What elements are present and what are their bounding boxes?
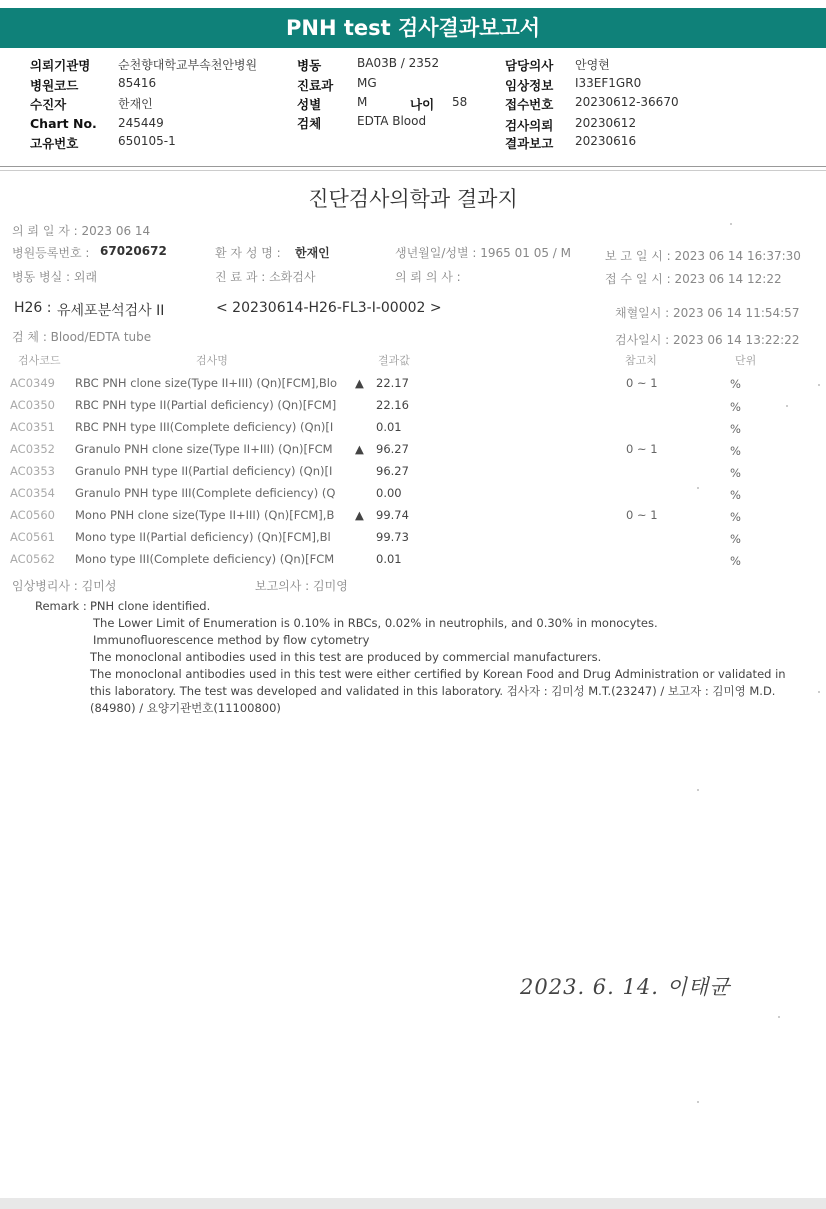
row-test-name: Mono type III(Complete deficiency) (Qn)[FCM — [75, 552, 335, 566]
row-result: 0.00 — [376, 486, 402, 500]
row-code: AC0352 — [10, 442, 55, 456]
remark-label: Remark : — [35, 599, 87, 613]
label-department: 진료과 — [297, 78, 334, 93]
remark-line: Immunofluorescence method by flow cytometry — [93, 633, 370, 647]
row-unit: % — [730, 532, 741, 546]
row-unit: % — [730, 444, 741, 458]
lab-id: < 20230614-H26-FL3-I-00002 > — [216, 300, 442, 316]
test-time: 검사일시 : 2023 06 14 13:22:22 — [615, 333, 800, 347]
row-result: 96.27 — [376, 464, 409, 478]
label-receipt-no: 접수번호 — [505, 97, 554, 112]
row-test-name: Granulo PNH type II(Partial deficiency) (Qn)[I — [75, 464, 333, 478]
label-chart-no: Chart No. — [30, 116, 97, 131]
specimen: 검 체 : Blood/EDTA tube — [12, 330, 152, 344]
value-physician: 안영현 — [575, 58, 610, 72]
scan-speck — [818, 384, 820, 386]
high-flag-icon: ▲ — [355, 376, 364, 390]
reporting-physician: 보고의사 : 김미영 — [255, 579, 348, 593]
collect-time: 채혈일시 : 2023 06 14 11:54:57 — [615, 306, 800, 320]
report-banner-title: PNH test 검사결과보고서 — [0, 8, 826, 48]
row-ref: 0 ~ 1 — [626, 442, 658, 456]
row-code: AC0350 — [10, 398, 55, 412]
row-test-name: RBC PNH type II(Partial deficiency) (Qn)[FCM] — [75, 398, 337, 412]
header-info — [0, 48, 826, 167]
label-ward: 병동 — [297, 58, 322, 73]
col-header-unit: 단위 — [735, 354, 757, 367]
row-code: AC0351 — [10, 420, 55, 434]
scanned-report — [0, 170, 826, 1201]
row-unit: % — [730, 554, 741, 568]
scan-speck — [697, 1101, 699, 1103]
remark-line: PNH clone identified. — [90, 599, 211, 613]
remark-line: The monoclonal antibodies used in this test were either certified by Korean Food and Drug Administration or validated in — [90, 667, 786, 681]
print-date: 의 뢰 일 자 : 2023 06 14 — [12, 224, 151, 238]
row-result: 22.16 — [376, 398, 409, 412]
dept: 진 료 과 : 소화검사 — [215, 270, 316, 284]
value-patient: 한재인 — [118, 97, 153, 111]
scan-speck — [786, 405, 788, 407]
birth-sex: 생년월일/성별 : 1965 01 05 / M — [395, 246, 571, 260]
row-code: AC0353 — [10, 464, 55, 478]
report-time: 보 고 일 시 : 2023 06 14 16:37:30 — [605, 249, 801, 263]
row-ref: 0 ~ 1 — [626, 508, 658, 522]
label-sex: 성별 — [297, 97, 322, 112]
row-result: 0.01 — [376, 420, 402, 434]
scan-speck — [778, 1016, 780, 1018]
row-result: 22.17 — [376, 376, 409, 390]
high-flag-icon: ▲ — [355, 508, 364, 522]
ward-room: 병동 병실 : 외래 — [12, 270, 98, 284]
col-header-name: 검사명 — [196, 354, 228, 367]
handwritten-signature: 2023. 6. 14. 이태균 — [520, 975, 731, 999]
receipt-time: 접 수 일 시 : 2023 06 14 12:22 — [605, 272, 782, 286]
value-specimen: EDTA Blood — [357, 114, 427, 128]
label-clinical-info: 임상정보 — [505, 78, 554, 93]
value-institution: 순천향대학교부속천안병원 — [118, 58, 258, 72]
row-code: AC0561 — [10, 530, 55, 544]
section-name: 유세포분석검사 II — [57, 303, 165, 319]
row-test-name: Granulo PNH type III(Complete deficiency) (Q — [75, 486, 336, 500]
row-test-name: RBC PNH clone size(Type II+III) (Qn)[FCM],Blo — [75, 376, 337, 390]
row-unit: % — [730, 510, 741, 524]
label-unique-no: 고유번호 — [30, 136, 79, 151]
row-unit: % — [730, 488, 741, 502]
label-specimen: 검체 — [297, 116, 322, 131]
row-unit: % — [730, 422, 741, 436]
row-test-name: Mono PNH clone size(Type II+III) (Qn)[FCM],B — [75, 508, 335, 522]
row-code: AC0560 — [10, 508, 55, 522]
value-unique-no: 650105-1 — [118, 134, 176, 148]
remark-line: The Lower Limit of Enumeration is 0.10% in RBCs, 0.02% in neutrophils, and 0.30% in monocytes. — [93, 616, 658, 630]
scan-speck — [697, 487, 699, 489]
row-code: AC0562 — [10, 552, 55, 566]
value-request-date: 20230612 — [575, 116, 637, 130]
row-result: 99.74 — [376, 508, 409, 522]
label-request-date: 검사의뢰 — [505, 118, 554, 133]
report-title: 진단검사의학과 결과지 — [308, 187, 518, 211]
label-institution: 의뢰기관명 — [30, 58, 91, 73]
col-header-result: 결과값 — [378, 354, 410, 367]
remark-text — [90, 598, 810, 717]
row-result: 96.27 — [376, 442, 409, 456]
value-hospital-code: 85416 — [118, 76, 157, 90]
label-age: 나이 — [410, 97, 435, 112]
requester: 의 뢰 의 사 : — [395, 270, 461, 284]
remark-line: this laboratory. The test was developed and validated in this laboratory. 검사자 : 김미성 M.T.(23247) / 보고자 : 김미영 M.D. — [90, 684, 776, 698]
high-flag-icon: ▲ — [355, 442, 364, 456]
row-unit: % — [730, 400, 741, 414]
row-test-name: RBC PNH type III(Complete deficiency) (Qn)[I — [75, 420, 334, 434]
label-report-date: 결과보고 — [505, 136, 554, 151]
value-department: MG — [357, 76, 377, 90]
patient-name: 한재인 — [295, 246, 330, 260]
scan-speck — [697, 789, 699, 791]
lab-technician: 임상병리사 : 김미성 — [12, 579, 117, 593]
scan-speck — [730, 223, 732, 225]
row-code: AC0349 — [10, 376, 55, 390]
label-patient: 수진자 — [30, 97, 67, 112]
value-sex: M — [357, 95, 368, 109]
row-ref: 0 ~ 1 — [626, 376, 658, 390]
label-hospital-code: 병원코드 — [30, 78, 79, 93]
value-clinical-info: I33EF1GR0 — [575, 76, 642, 90]
row-code: AC0354 — [10, 486, 55, 500]
row-test-name: Mono type II(Partial deficiency) (Qn)[FCM],Bl — [75, 530, 331, 544]
col-header-ref: 참고치 — [625, 354, 657, 367]
section-code: H26 : — [14, 300, 52, 316]
remark-line: (84980) / 요양기관번호(11100800) — [90, 701, 281, 715]
reg-no-label: 병원등록번호 : — [12, 246, 90, 260]
value-receipt-no: 20230612-36670 — [575, 95, 679, 109]
label-physician: 담당의사 — [505, 58, 554, 73]
scan-speck — [818, 691, 820, 693]
remark-line: The monoclonal antibodies used in this test are produced by commercial manufacturers. — [90, 650, 602, 664]
row-unit: % — [730, 466, 741, 480]
row-result: 99.73 — [376, 530, 409, 544]
row-test-name: Granulo PNH clone size(Type II+III) (Qn)[FCM — [75, 442, 333, 456]
value-report-date: 20230616 — [575, 134, 637, 148]
patient-name-label: 환 자 성 명 : — [215, 246, 281, 260]
row-result: 0.01 — [376, 552, 402, 566]
value-chart-no: 245449 — [118, 116, 164, 130]
value-ward: BA03B / 2352 — [357, 56, 440, 70]
value-age: 58 — [452, 95, 468, 109]
col-header-code: 검사코드 — [18, 354, 61, 367]
row-unit: % — [730, 377, 741, 391]
reg-no: 67020672 — [100, 244, 167, 258]
page-bottom-bar — [0, 1198, 826, 1209]
